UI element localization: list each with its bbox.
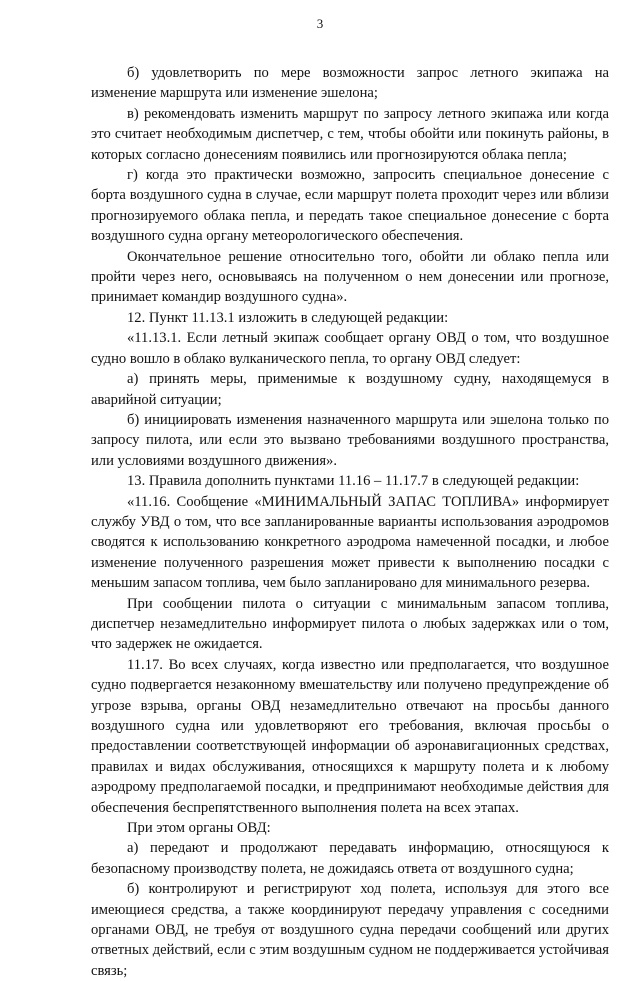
paragraph-a-emergency-measures: а) принять меры, применимые к воздушному судну, находящемуся в аварийной ситуации; [91,371,609,408]
paragraph-a-transmit-information: а) передают и продолжают передавать информацию, относящуюся к безопасному производству полета, не дожидаясь ответа от воздушного судна; [91,840,609,877]
paragraph-v-recommend-route: в) рекомендовать изменить маршрут по запросу летного экипажа или когда это считает необходимым диспетчер, с тем, чтобы обойти или покинуть районы, в которых согласно донесениям появились или прогнозируются облака пепла; [91,105,609,163]
paragraph-atc-units: При этом органы ОВД: [127,820,271,837]
paragraph-b-initiate-changes: б) инициировать изменения назначенного маршрута или эшелона только по запросу пилота, или если это вызвано требованиями воздушного пространства, или условиями воздушного движения». [91,411,609,469]
paragraph-b-monitor-flight: б) контролируют и регистрируют ход полета, используя для этого все имеющиеся средства, а также координируют передачу управления с соседними органами ОВД, не требуя от воздушного судна передачи сообщений или других ответных действий, если с этим воздушным судном не поддерживается устойчивая связь; [91,881,609,979]
paragraph-11-13-1: «11.13.1. Если летный экипаж сообщает органу ОВД о том, что воздушное судно вошло в облако вулканического пепла, то органу ОВД следует: [91,330,609,367]
paragraph-item-13: 13. Правила дополнить пунктами 11.16 – 11.17.7 в следующей редакции: [127,473,580,490]
paragraph-g-special-report: г) когда это практически возможно, запросить специальное донесение с борта воздушного судна в случае, если маршрут полета проходит через или вблизи прогнозируемого облака пепла, и передать такое специальное донесение с борта воздушного судна органу метеорологического обеспечения. [91,167,609,245]
paragraph-item-12: 12. Пункт 11.13.1 изложить в следующей редакции: [127,309,449,326]
paragraph-b-request-change: б) удовлетворить по мере возможности запрос летного экипажа на изменение маршрута или изменение эшелона; [91,65,609,102]
document-body [91,63,609,981]
page-number: 3 [316,16,324,31]
paragraph-pilot-minimum-fuel: При сообщении пилота о ситуации с минимальным запасом топлива, диспетчер незамедлительно информирует пилота о любых задержках или о том, что задержек не ожидается. [91,595,609,653]
paragraph-11-17-unlawful-interference: 11.17. Во всех случаях, когда известно или предполагается, что воздушное судно подвергается незаконному вмешательству или получено предупреждение об угрозе взрыва, органы ОВД незамедлительно отвечают на просьбы данного воздушного судна или удовлетворяют его требования, включая просьбы о предоставлении соответствующей информации об аэронавигационных средствах, правилах и видах обслуживания, относящихся к маршруту полета и к любому аэродрому предполагаемой посадки, и предпринимают необходимые действия для обеспечения беспрепятственного выполнения полета на всех этапах. [91,656,609,816]
paragraph-final-decision: Окончательное решение относительно того, обойти ли облако пепла или пройти через него, основываясь на полученном о нем донесении или прогнозе, принимает командир воздушного судна». [91,248,609,306]
paragraph-11-16-minimum-fuel: «11.16. Сообщение «МИНИМАЛЬНЫЙ ЗАПАС ТОПЛИВА» информирует службу УВД о том, что все запланированные варианты использования аэродромов сводятся к использованию конкретного аэродрома намеченной посадки, и любое изменение полученного разрешения может привести к выполнению посадки с меньшим запасом топлива, чем было запланировано для минимального резерва. [91,493,609,592]
